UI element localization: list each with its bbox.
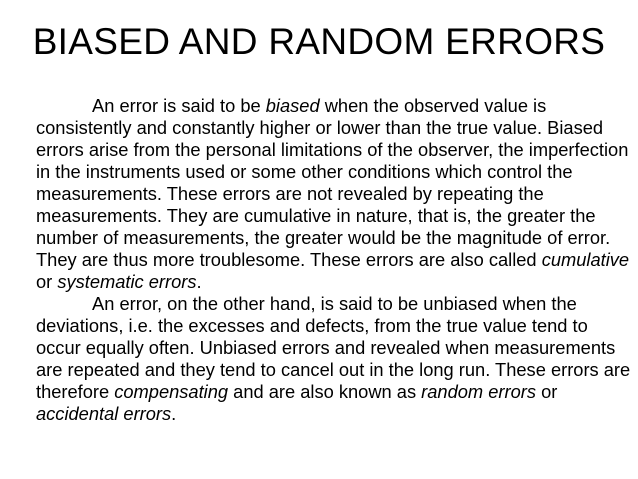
emphasis-random-errors: random errors bbox=[421, 381, 536, 402]
slide-title: BIASED AND RANDOM ERRORS bbox=[32, 21, 606, 62]
text-segment: when the observed value is consistently and constantly higher or lower than the true value. Biased errors arise from the personal limitations of the observer, the imperfection in the instruments used or some other conditions which control the measurements. These errors are not revealed by repeating the measurements. They are cumulative in nature, that is, the greater the number of measurements, the greater would be the magnitude of error. They are thus more troublesome. These errors are also called bbox=[36, 95, 629, 270]
text-segment: and are also known as bbox=[228, 381, 422, 402]
slide-body bbox=[36, 95, 636, 425]
text-segment: . bbox=[171, 403, 177, 424]
emphasis-systematic-errors: systematic errors bbox=[57, 271, 197, 292]
text-segment: An error is said to be bbox=[92, 95, 266, 116]
paragraph-random-errors bbox=[36, 293, 636, 425]
emphasis-accidental-errors: accidental errors bbox=[36, 403, 172, 424]
text-segment: or bbox=[36, 271, 58, 292]
emphasis-cumulative: cumulative bbox=[541, 249, 630, 270]
text-segment: . bbox=[196, 271, 202, 292]
emphasis-biased: biased bbox=[265, 95, 320, 116]
emphasis-compensating: compensating bbox=[114, 381, 229, 402]
text-segment: An error, on the other hand, is said to be unbiased when the deviations, i.e. the excesses and defects, from the true value tend to occur equally often. Unbiased errors and revealed when measurements are repeated and they tend to cancel out in the long run. These errors are therefore bbox=[36, 293, 631, 402]
paragraph-biased-errors bbox=[36, 95, 636, 293]
text-segment: or bbox=[535, 381, 558, 402]
